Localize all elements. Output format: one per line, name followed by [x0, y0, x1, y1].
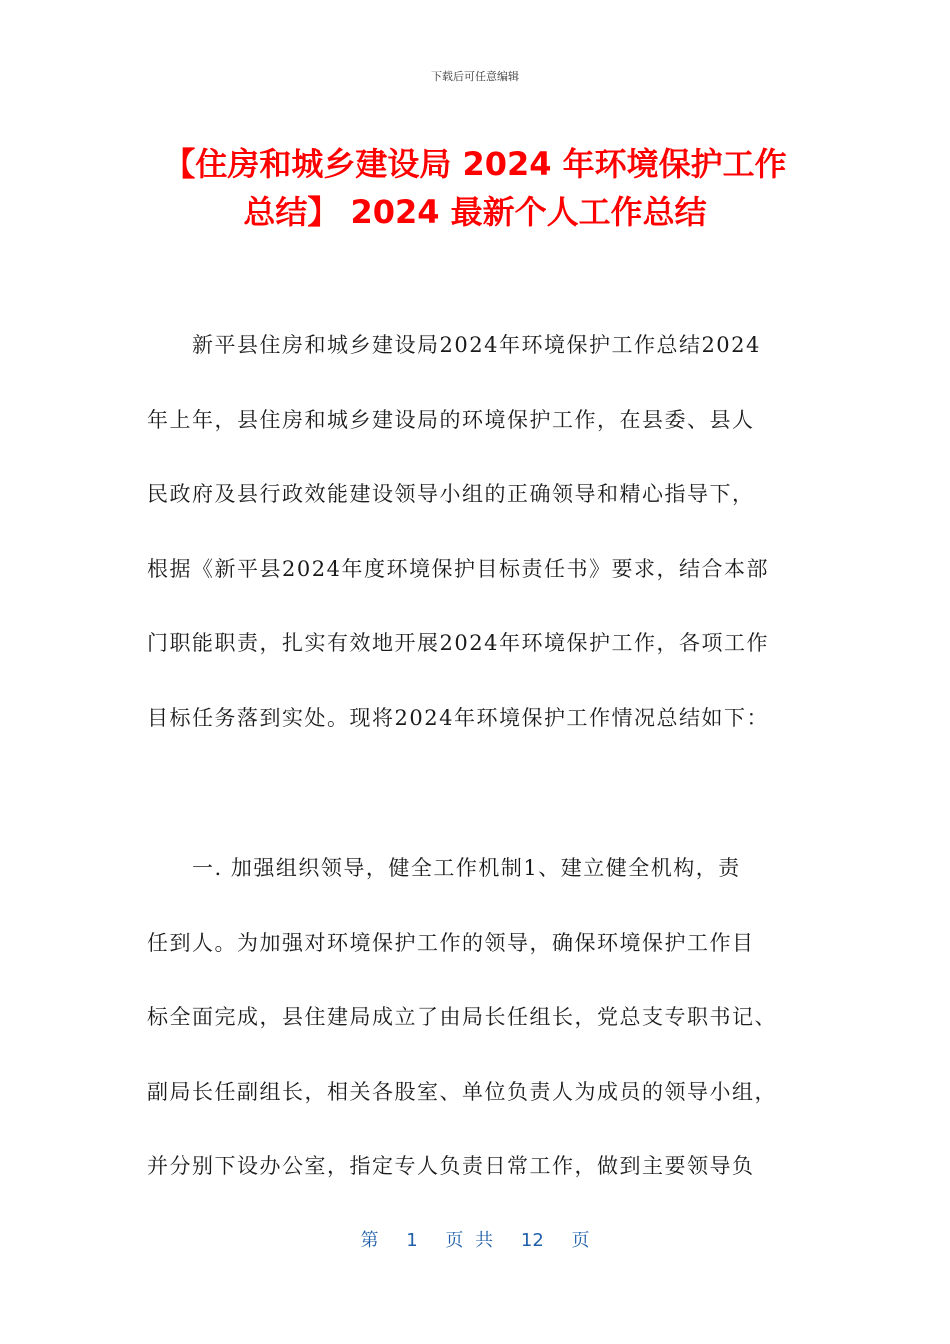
title-line-1: 【住房和城乡建设局 2024 年环境保护工作	[163, 145, 787, 183]
page-footer	[0, 1226, 950, 1252]
document-title	[150, 140, 800, 236]
current-page-number: 1	[406, 1230, 418, 1251]
paragraph-line: 年上年，县住房和城乡建设局的环境保护工作，在县委、县人	[147, 407, 755, 432]
paragraph-line: 新平县住房和城乡建设局2024年环境保护工作总结2024	[192, 333, 761, 357]
paragraph-line: 并分别下设办公室，指定专人负责日常工作，做到主要领导负	[147, 1154, 755, 1178]
footer-prefix: 第	[360, 1230, 379, 1251]
paragraph-line: 目标任务落到实处。现将2024年环境保护工作情况总结如下：	[147, 705, 769, 730]
paragraph-line: 根据《新平县2024年度环境保护目标责任书》要求，结合本部	[147, 556, 769, 581]
paragraph-line: 门职能职责，扎实有效地开展2024年环境保护工作，各项工作	[147, 631, 769, 655]
footer-suffix: 页	[571, 1230, 590, 1251]
paragraph-line: 任到人。为加强对环境保护工作的领导，确保环境保护工作目	[147, 930, 755, 955]
total-page-count: 12	[520, 1230, 544, 1251]
paragraph-line: 标全面完成，县住建局成立了由局长任组长，党总支专职书记、	[147, 1005, 777, 1029]
paragraph-line: 民政府及县行政效能建设领导小组的正确领导和精心指导下，	[147, 482, 755, 506]
paragraph-2	[147, 831, 807, 1204]
paragraph-line: 一. 加强组织领导，健全工作机制1、建立健全机构，责	[192, 856, 741, 880]
header-note: 下载后可任意编辑	[431, 70, 519, 83]
paragraph-1	[147, 308, 807, 755]
footer-middle: 页 共	[445, 1230, 494, 1251]
paragraph-line: 副局长任副组长，相关各股室、单位负责人为成员的领导小组，	[147, 1079, 777, 1104]
title-line-2: 总结】 2024 最新个人工作总结	[243, 193, 707, 231]
